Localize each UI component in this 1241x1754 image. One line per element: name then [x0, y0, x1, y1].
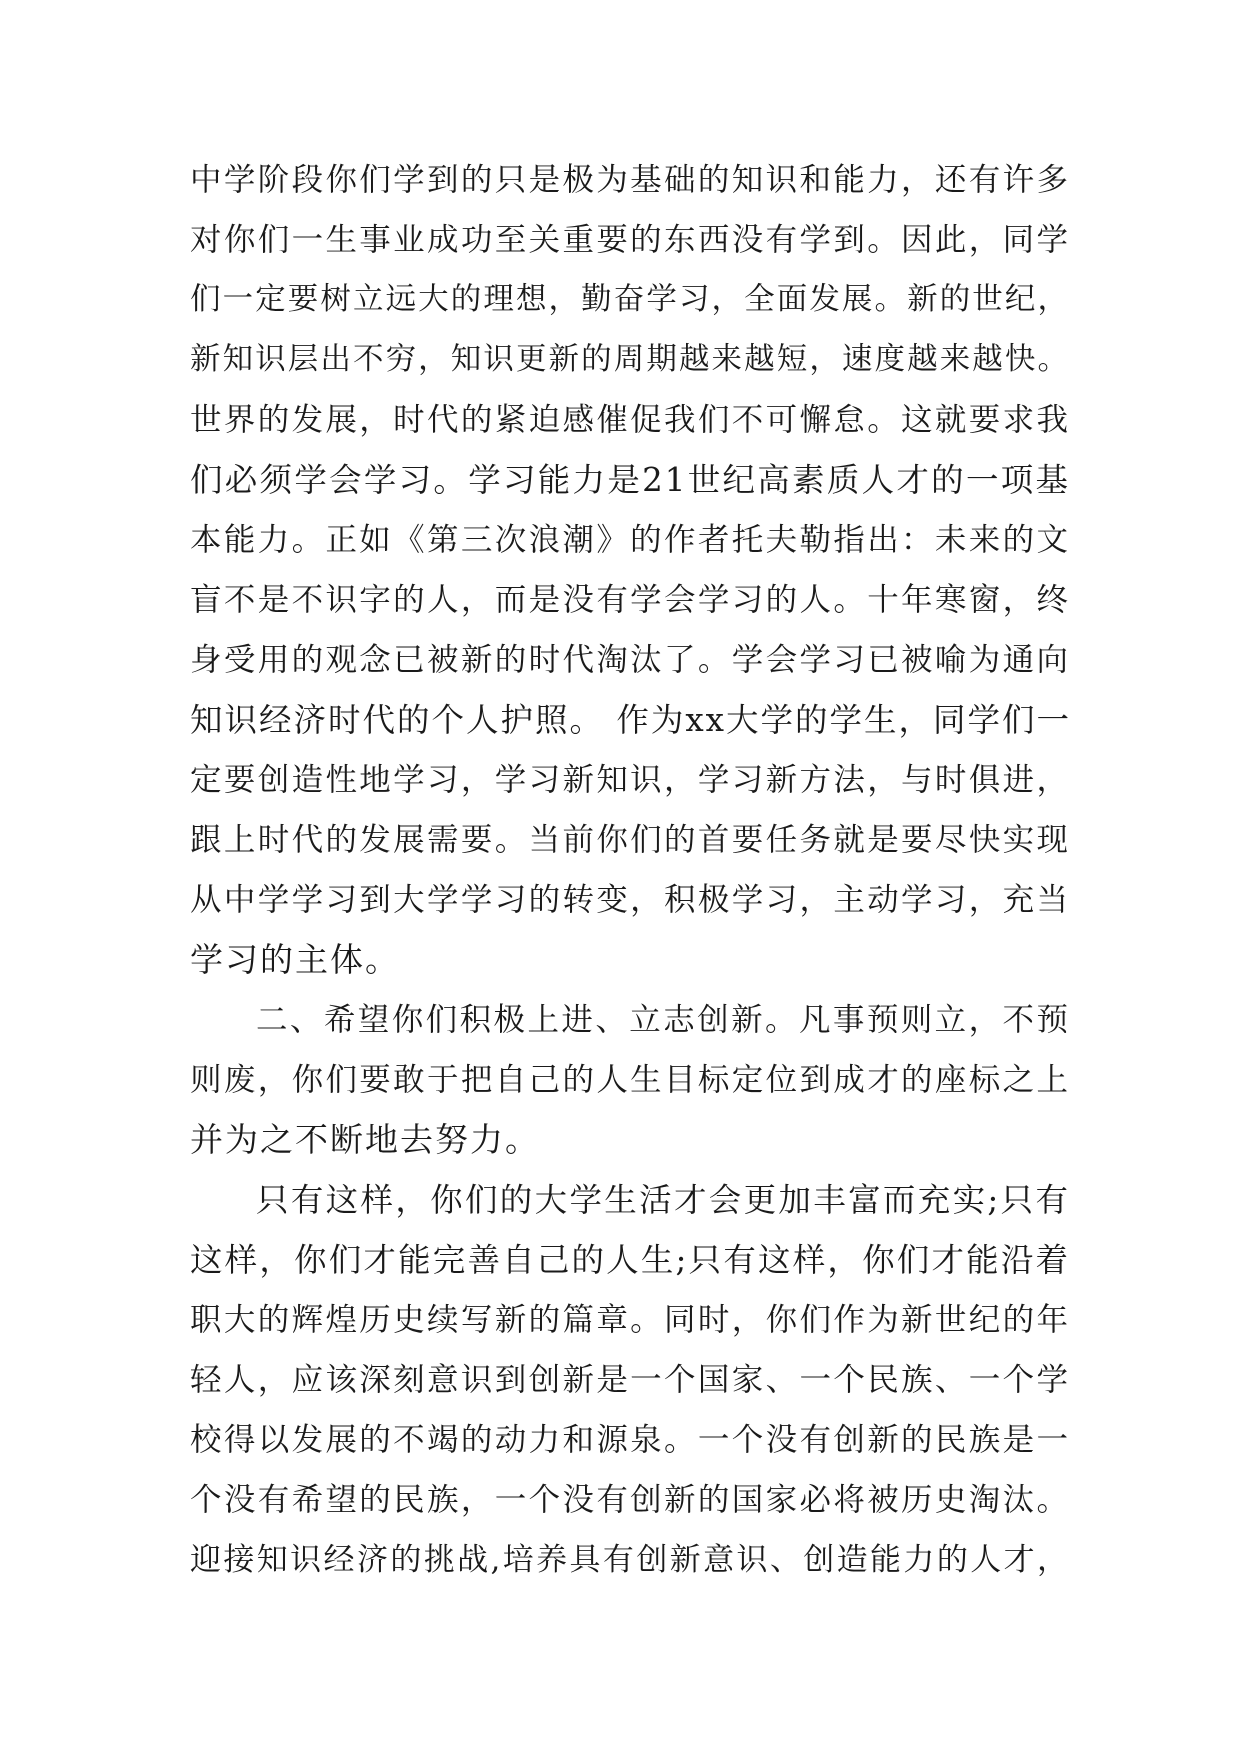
text-line: 校得以发展的不竭的动力和源泉。一个没有创新的民族是一: [190, 1422, 1070, 1458]
text-line: 二、希望你们积极上进、立志创新。凡事预则立，不预: [256, 1002, 1070, 1038]
text-line: 职大的辉煌历史续写新的篇章。同时，你们作为新世纪的年: [190, 1302, 1070, 1338]
text-line: 知识经济时代的个人护照。 作为xx大学的学生，同学们一: [190, 701, 1071, 739]
text-line: 世界的发展，时代的紧迫感催促我们不可懈怠。这就要求我: [190, 402, 1070, 438]
text-line: 本能力。正如《第三次浪潮》的作者托夫勒指出：未来的文: [190, 522, 1070, 558]
text-line: 身受用的观念已被新的时代淘汰了。学会学习已被喻为通向: [190, 642, 1070, 678]
text-line: 这样，你们才能完善自己的人生;只有这样，你们才能沿着: [190, 1241, 1070, 1279]
text-line: 只有这样，你们的大学生活才会更加丰富而充实;只有: [256, 1181, 1070, 1219]
document-body: [190, 150, 1070, 1590]
text-line: 定要创造性地学习，学习新知识，学习新方法，与时俱进，: [190, 762, 1070, 798]
text-line: 新知识层出不穷，知识更新的周期越来越短，速度越来越快。: [190, 342, 1070, 377]
text-line: 则废，你们要敢于把自己的人生目标定位到成才的座标之上: [190, 1062, 1070, 1098]
text-line: 迎接知识经济的挑战,培养具有创新意识、创造能力的人才，: [190, 1542, 1070, 1578]
text-line: 轻人，应该深刻意识到创新是一个国家、一个民族、一个学: [190, 1362, 1070, 1398]
text-line: 对你们一生事业成功至关重要的东西没有学到。因此，同学: [190, 222, 1070, 258]
text-line: 从中学学习到大学学习的转变，积极学习，主动学习，充当: [190, 882, 1070, 918]
text-line: 盲不是不识字的人，而是没有学会学习的人。十年寒窗，终: [190, 582, 1070, 618]
text-line: 个没有希望的民族，一个没有创新的国家必将被历史淘汰。: [190, 1482, 1070, 1518]
text-line: 学习的主体。: [190, 940, 400, 979]
text-line: 中学阶段你们学到的只是极为基础的知识和能力，还有许多: [190, 162, 1070, 198]
text-line: 们一定要树立远大的理想，勤奋学习，全面发展。新的世纪，: [190, 282, 1070, 317]
text-line: 并为之不断地去努力。: [190, 1120, 540, 1159]
text-line: 跟上时代的发展需要。当前你们的首要任务就是要尽快实现: [190, 822, 1070, 858]
text-line: 们必须学会学习。学习能力是21世纪高素质人才的一项基: [190, 461, 1070, 499]
